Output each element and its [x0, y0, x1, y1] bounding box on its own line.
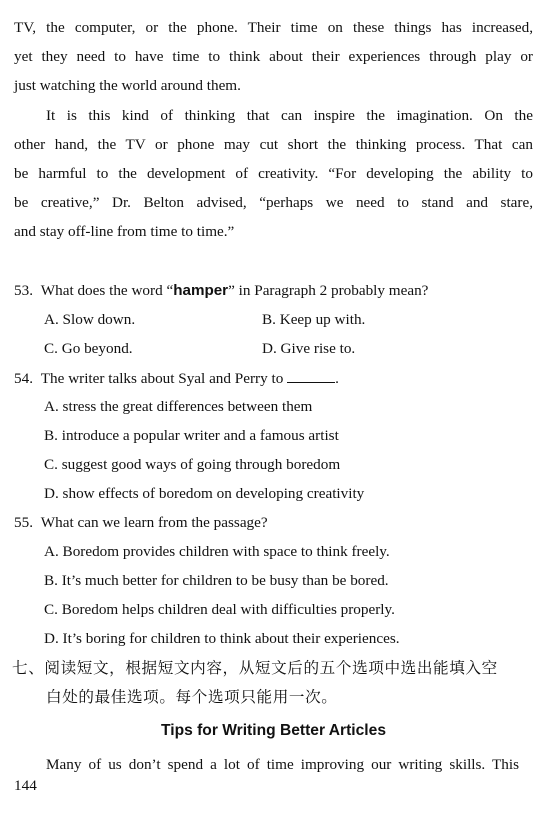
- paragraph-line-4: be creative,” Dr. Belton advised, “perhaps we need to stand and stare,: [14, 194, 533, 211]
- option-53-a[interactable]: A. Slow down.: [44, 311, 136, 328]
- question-stem-text: What can we learn from the passage?: [40, 514, 268, 531]
- option-53-b[interactable]: B. Keep up with.: [262, 311, 366, 328]
- paragraph-line-5: and stay off-line from time to time.”: [14, 223, 235, 240]
- article-first-line: Many of us don’t spend a lot of time improving our writing skills. This: [46, 756, 519, 773]
- question-stem-text: What does the word “: [40, 282, 174, 299]
- question-stem-text: ” in Paragraph 2 probably mean?: [228, 282, 429, 299]
- answer-blank: [287, 368, 335, 383]
- paragraph-line-3: be harmful to the development of creativity. “For developing the ability to: [14, 165, 533, 182]
- question-keyword: hamper: [173, 282, 229, 299]
- option-55-d[interactable]: D. It’s boring for children to think about their experiences.: [44, 630, 400, 647]
- option-54-c[interactable]: C. suggest good ways of going through boredom: [44, 456, 341, 473]
- page-number: 144: [14, 777, 37, 794]
- question-stem-text: The writer talks about Syal and Perry to: [40, 370, 284, 387]
- option-54-d[interactable]: D. show effects of boredom on developing creativity: [44, 485, 365, 502]
- option-53-c[interactable]: C. Go beyond.: [44, 340, 133, 357]
- question-stem-text: .: [335, 370, 339, 387]
- paragraph-line-1: It is this kind of thinking that can inspire the imagination. On the: [46, 107, 533, 124]
- option-55-c[interactable]: C. Boredom helps children deal with difficulties properly.: [44, 601, 395, 618]
- passage-line-1: TV, the computer, or the phone. Their time on these things has increased,: [14, 19, 533, 36]
- passage-line-2: yet they need to have time to think about their experiences through play or: [14, 48, 533, 65]
- passage-line-3: just watching the world around them.: [14, 77, 241, 94]
- option-54-a[interactable]: A. stress the great differences between them: [44, 398, 313, 415]
- question-number: 55.: [14, 514, 33, 531]
- section-7-instruction-line-1: 七、阅读短文，根据短文内容，从短文后的五个选项中选出能填入空: [12, 659, 498, 677]
- question-53-stem: [14, 281, 428, 301]
- option-53-d[interactable]: D. Give rise to.: [262, 340, 356, 357]
- section-7-instruction-line-2: 白处的最佳选项。每个选项只能用一次。: [46, 688, 338, 706]
- question-number: 53.: [14, 282, 33, 299]
- question-number: 54.: [14, 370, 33, 387]
- question-55-stem: [14, 513, 268, 533]
- option-55-b[interactable]: B. It’s much better for children to be busy than be bored.: [44, 572, 389, 589]
- paragraph-line-2: other hand, the TV or phone may cut short the thinking process. That can: [14, 136, 533, 153]
- option-55-a[interactable]: A. Boredom provides children with space to think freely.: [44, 543, 390, 560]
- option-54-b[interactable]: B. introduce a popular writer and a famous artist: [44, 427, 339, 444]
- article-title: Tips for Writing Better Articles: [161, 722, 386, 739]
- question-54-stem: [14, 368, 339, 389]
